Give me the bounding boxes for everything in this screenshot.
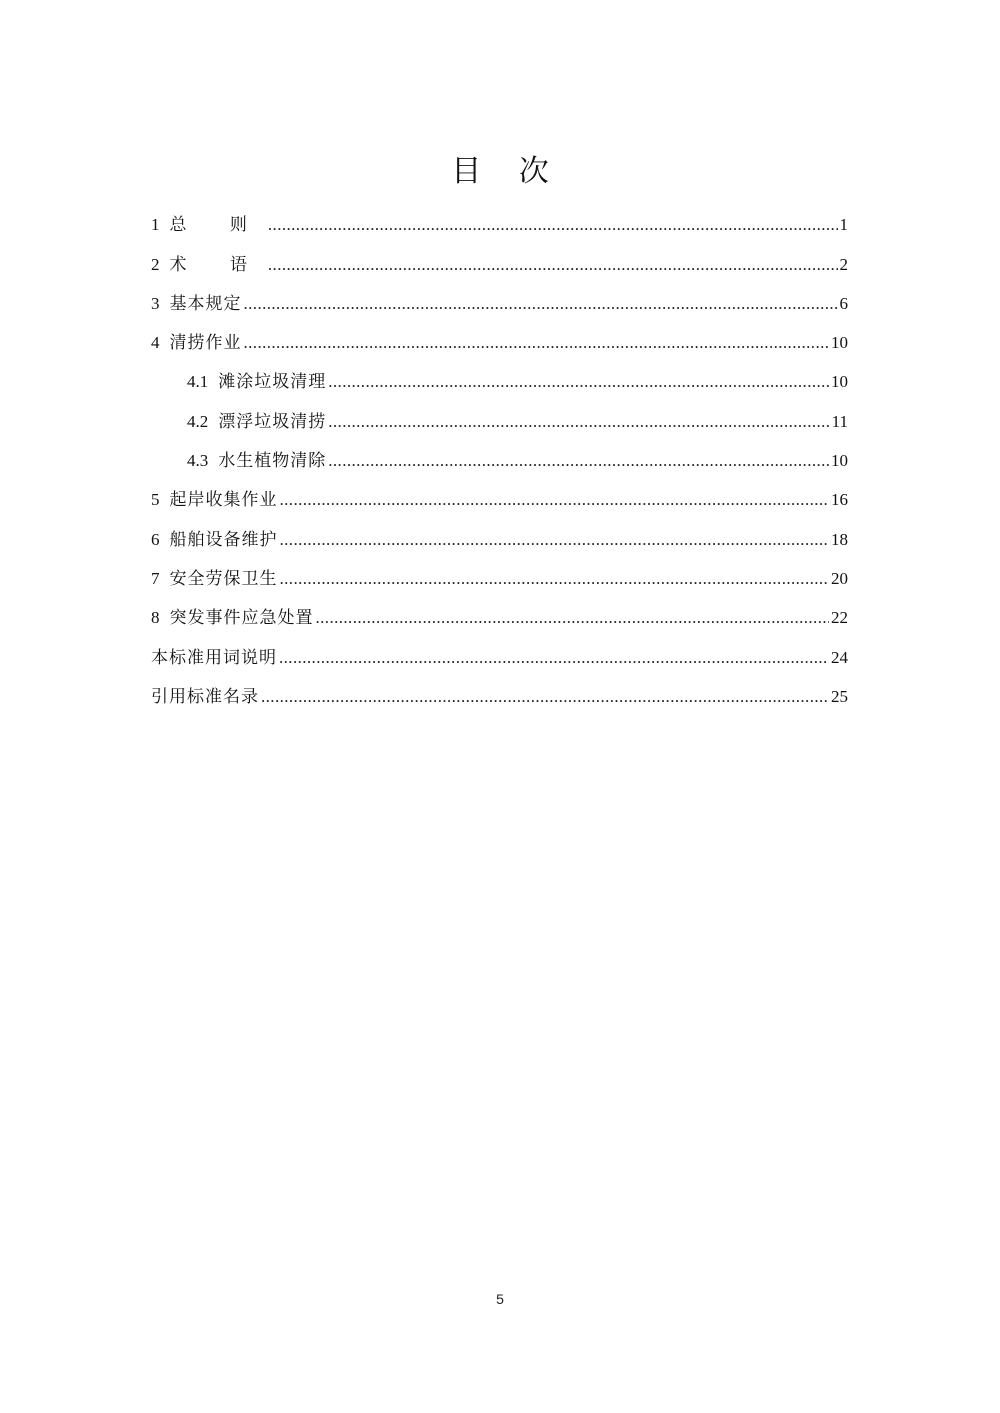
toc-entry-number: 3	[151, 293, 160, 313]
toc-entry-number: 4.1	[187, 372, 209, 392]
toc-entry-title: 突发事件应急处置	[169, 608, 314, 629]
toc-entry[interactable]	[151, 551, 848, 590]
toc-entry-number: 1	[151, 215, 160, 235]
toc-entry[interactable]	[151, 236, 848, 275]
toc-subentry[interactable]	[151, 393, 848, 432]
toc-entry-number: 2	[151, 254, 160, 274]
table-of-contents	[151, 197, 848, 708]
toc-entry-number: 4.2	[187, 411, 209, 431]
toc-dot-leader	[244, 293, 838, 315]
toc-dot-leader	[328, 450, 829, 472]
toc-entry-page: 24	[831, 647, 848, 667]
page-number: 5	[496, 1291, 504, 1307]
toc-title: 目 次	[451, 154, 563, 189]
toc-entry-number: 6	[151, 529, 160, 549]
toc-entry-title: 清捞作业	[169, 333, 242, 354]
toc-entry[interactable]	[151, 511, 848, 550]
toc-entry-title: 船舶设备维护	[169, 529, 278, 550]
toc-entry-page: 18	[831, 529, 848, 549]
toc-entry-number: 5	[151, 490, 160, 510]
toc-entry-number: 4.3	[187, 451, 209, 471]
toc-entry[interactable]	[151, 472, 848, 511]
toc-entry-page: 16	[831, 490, 848, 510]
toc-entry-title: 水生植物清除	[218, 451, 327, 472]
toc-dot-leader	[268, 214, 838, 236]
toc-entry-number: 7	[151, 568, 160, 588]
toc-entry-page: 10	[831, 372, 848, 392]
toc-entry[interactable]	[151, 669, 848, 708]
toc-entry-page: 10	[831, 451, 848, 471]
toc-dot-leader	[328, 411, 829, 433]
toc-entry-title: 基本规定	[169, 293, 242, 314]
toc-entry[interactable]	[151, 276, 848, 315]
toc-dot-leader	[244, 332, 830, 354]
toc-entry-number: 4	[151, 333, 160, 353]
toc-entry-page: 6	[839, 293, 848, 313]
toc-entry-page: 2	[839, 254, 848, 274]
toc-dot-leader	[280, 529, 830, 551]
toc-entry-title: 滩涂垃圾清理	[218, 372, 327, 393]
toc-entry-title: 引用标准名录	[151, 686, 259, 707]
toc-entry[interactable]	[151, 197, 848, 236]
toc-entry[interactable]	[151, 315, 848, 354]
toc-entry-page: 10	[831, 333, 848, 353]
toc-dot-leader	[261, 686, 829, 708]
toc-subentry[interactable]	[151, 433, 848, 472]
toc-dot-leader	[279, 647, 829, 669]
toc-entry-page: 20	[831, 568, 848, 588]
toc-entry[interactable]	[151, 629, 848, 668]
toc-entry-page: 25	[831, 686, 848, 706]
toc-entry-title: 起岸收集作业	[169, 490, 278, 511]
toc-dot-leader	[316, 607, 830, 629]
toc-entry-title: 漂浮垃圾清捞	[218, 411, 327, 432]
toc-subentry[interactable]	[151, 354, 848, 393]
toc-entry-page: 1	[839, 215, 848, 235]
toc-dot-leader	[268, 254, 838, 276]
toc-entry-title: 总 则	[169, 215, 266, 236]
toc-entry-title: 安全劳保卫生	[169, 568, 278, 589]
toc-dot-leader	[328, 371, 829, 393]
toc-entry-page: 22	[831, 608, 848, 628]
toc-entry[interactable]	[151, 590, 848, 629]
toc-entry-title: 本标准用词说明	[151, 647, 277, 668]
toc-dot-leader	[280, 568, 830, 590]
toc-entry-page: 11	[831, 411, 848, 431]
toc-entry-title: 术 语	[169, 254, 266, 275]
toc-dot-leader	[280, 489, 830, 511]
toc-entry-number: 8	[151, 608, 160, 628]
